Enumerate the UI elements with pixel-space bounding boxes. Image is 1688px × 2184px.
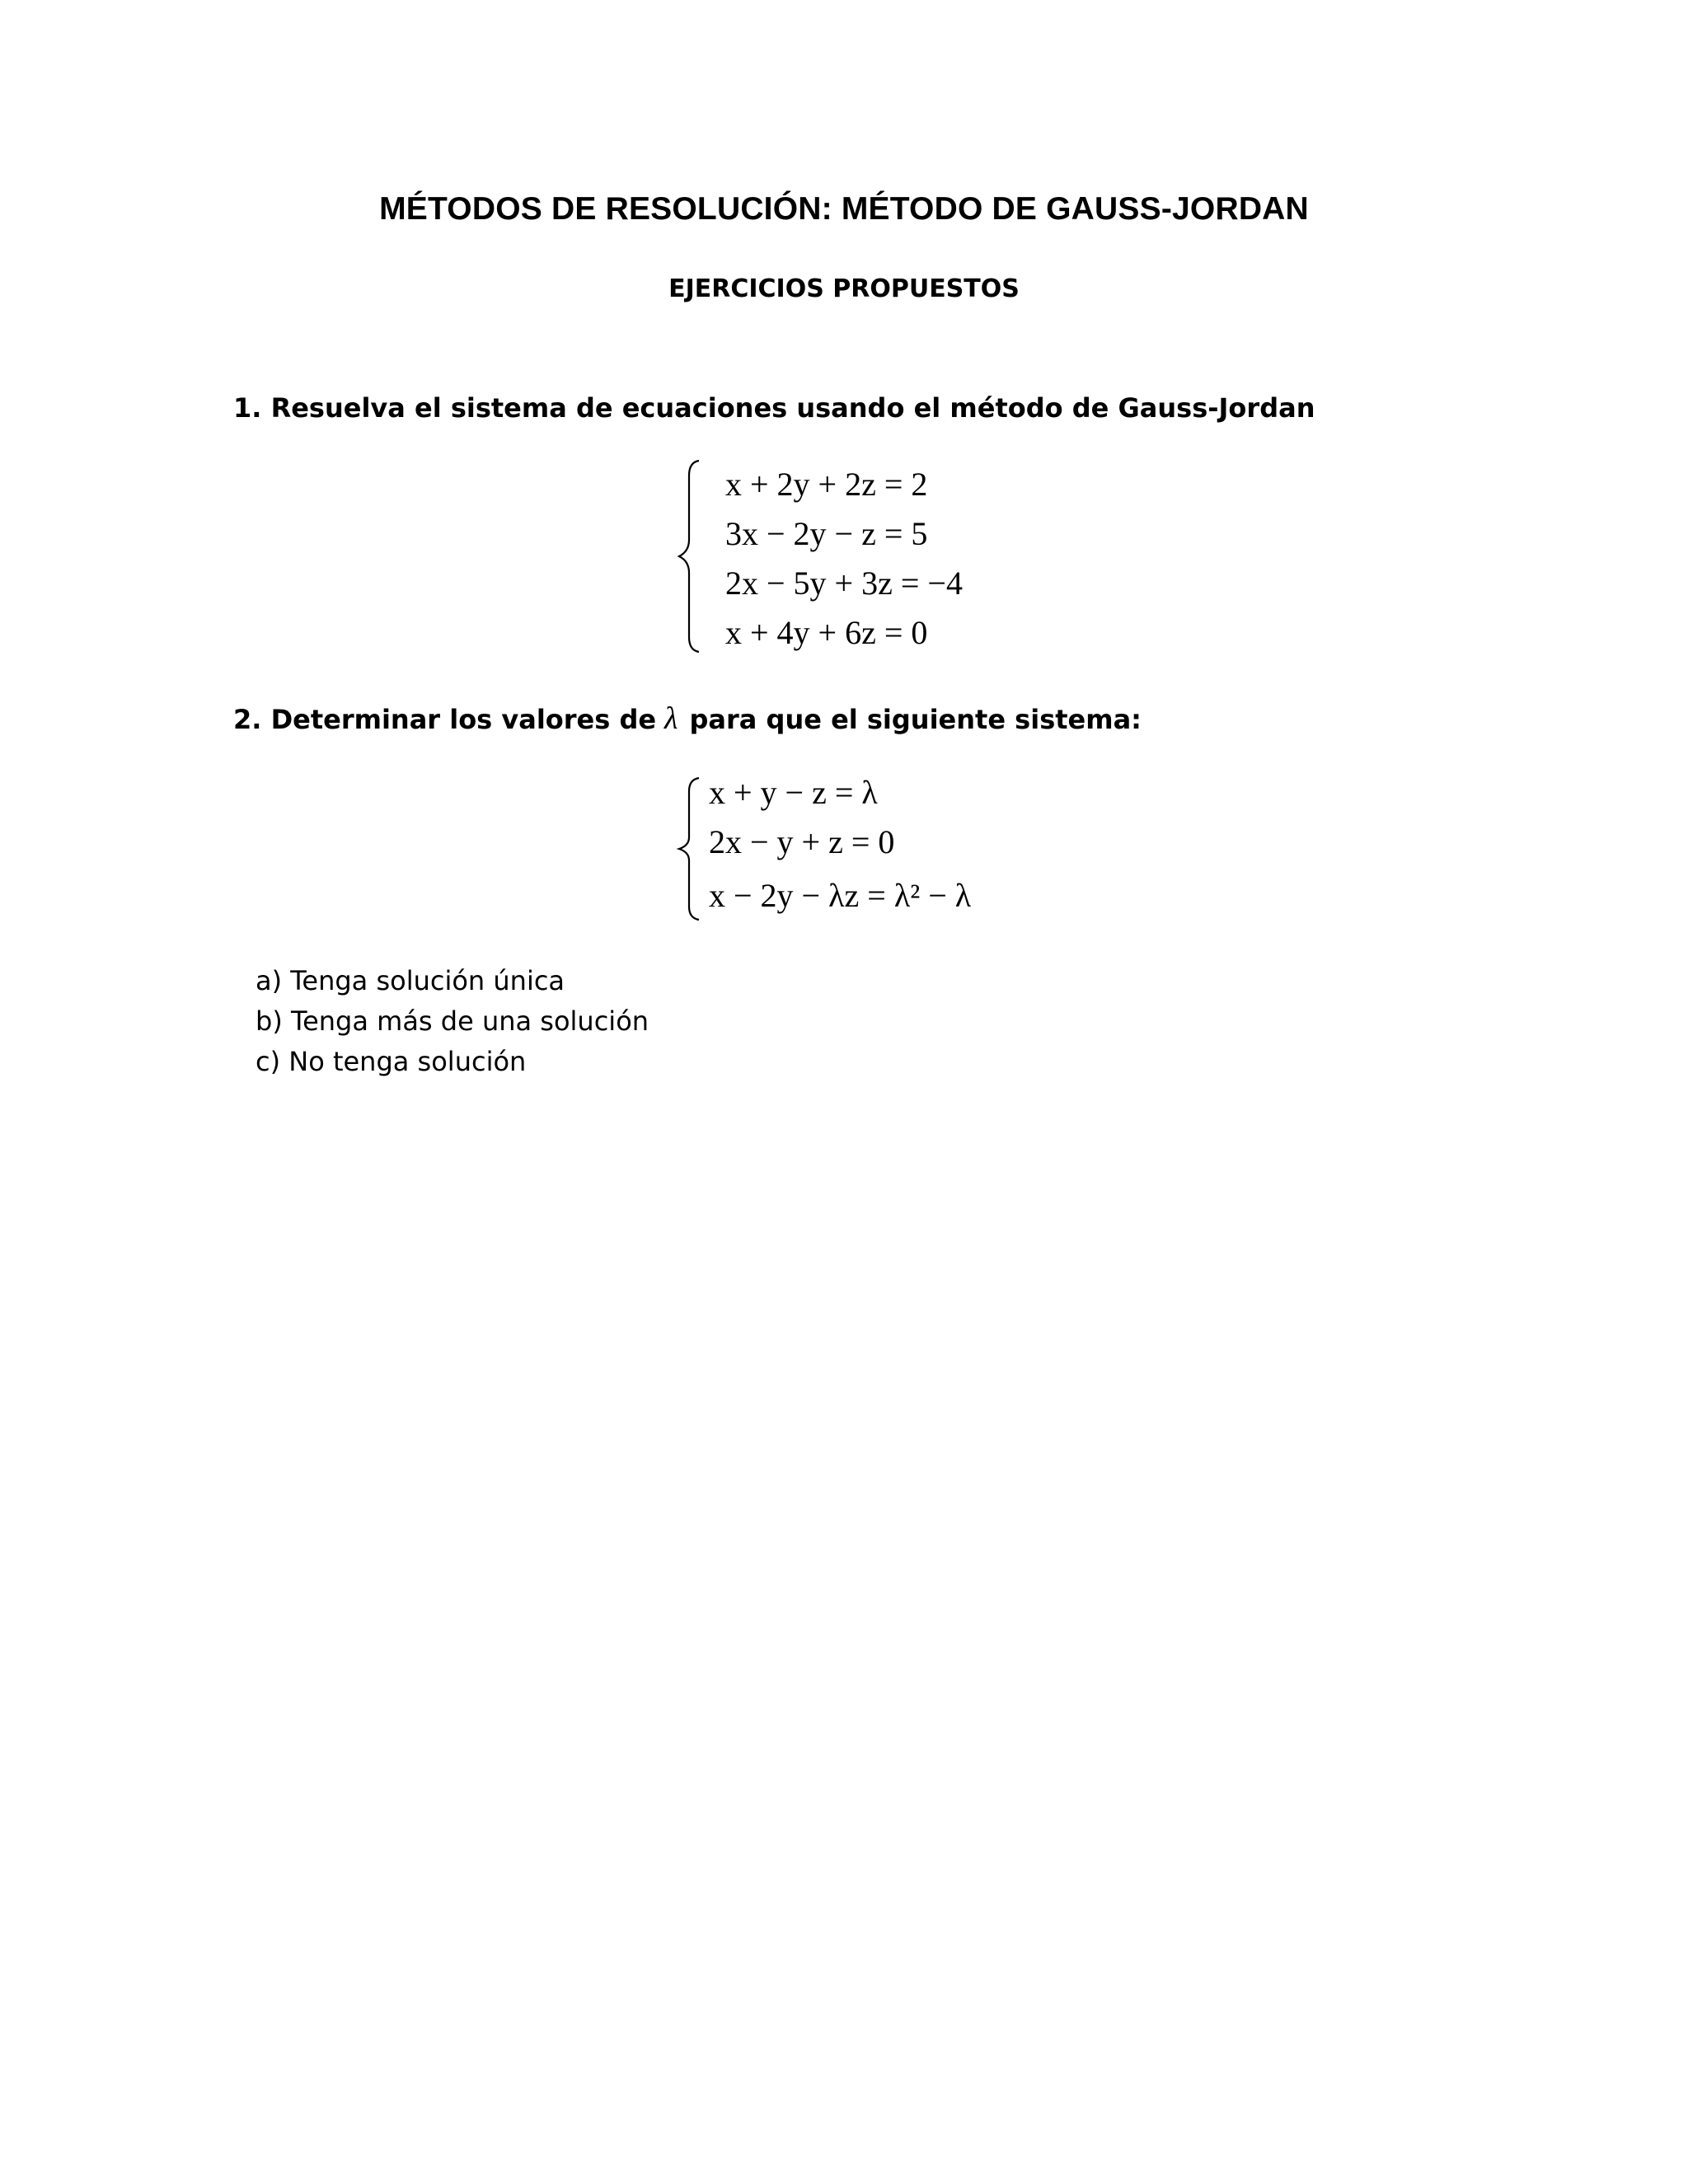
option-a: a) Tenga solución única bbox=[256, 965, 565, 996]
exercise-1-statement: 1. Resuelva el sistema de ecuaciones usando el método de Gauss-Jordan bbox=[233, 392, 1315, 424]
left-brace-icon bbox=[674, 457, 707, 655]
equation-row: x + 4y + 6z = 0 bbox=[725, 614, 928, 651]
option-c: c) No tenga solución bbox=[256, 1046, 527, 1077]
equation-row: x + 2y + 2z = 2 bbox=[725, 466, 928, 503]
equation-row: x − 2y − λz = λ² − λ bbox=[709, 877, 972, 914]
exercise-2-statement bbox=[233, 701, 1142, 737]
answer-options-list bbox=[256, 961, 649, 1082]
exercise-2-statement-start: 2. Determinar los valores de bbox=[233, 704, 657, 735]
equation-row: 3x − 2y − z = 5 bbox=[725, 515, 928, 552]
equation-row: 2x − y + z = 0 bbox=[709, 823, 895, 860]
left-brace-icon bbox=[674, 775, 707, 923]
equation-row: x + y − z = λ bbox=[709, 774, 878, 811]
option-b: b) Tenga más de una solución bbox=[256, 1005, 649, 1037]
page-title: MÉTODOS DE RESOLUCIÓN: MÉTODO DE GAUSS-JORDAN bbox=[379, 191, 1309, 227]
exercise-2-statement-end: para que el siguiente sistema: bbox=[689, 704, 1142, 735]
equation-row: 2x − 5y + 3z = −4 bbox=[725, 565, 963, 602]
lambda-symbol: λ bbox=[664, 701, 678, 736]
page-subtitle: EJERCICIOS PROPUESTOS bbox=[668, 274, 1020, 303]
